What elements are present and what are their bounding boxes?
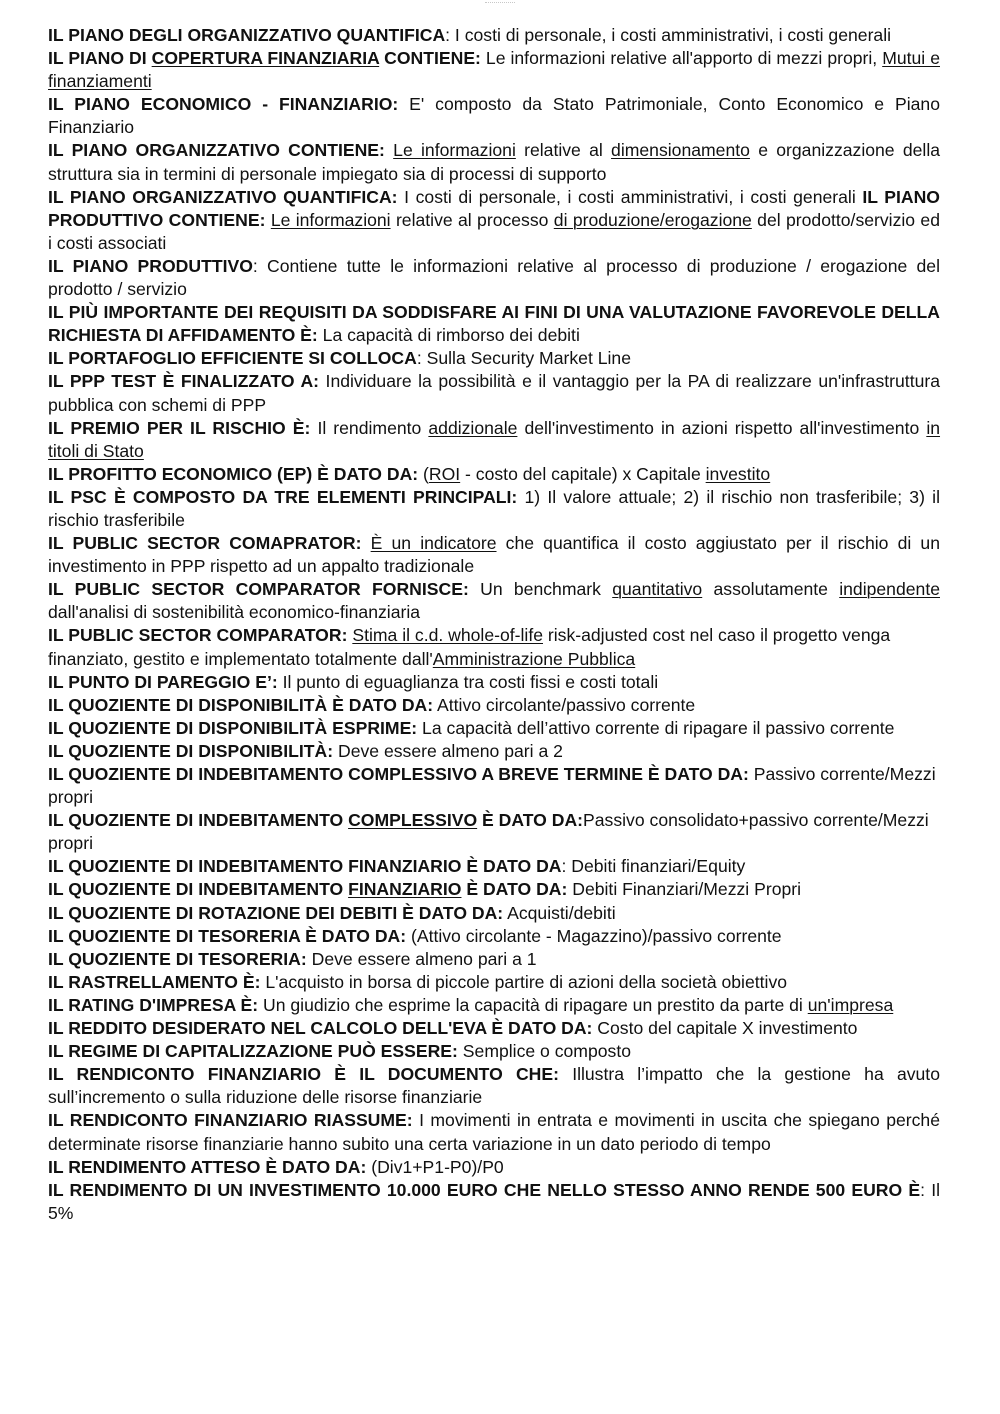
entry-definition: Un benchmark (468, 579, 613, 600)
entry-definition-underlined: investito (705, 463, 771, 484)
entry-definition: ( (418, 463, 429, 484)
entry-definition: assolutamente (702, 579, 840, 600)
entry-definition: Passivo consolidato+passivo corrente/Mezzi propri (48, 810, 929, 854)
entry-definition: Deve essere almeno pari a 1 (306, 948, 537, 969)
entry-definition: dell'investimento in azioni rispetto all'investimento (517, 417, 927, 438)
entry-term: IL PUBLIC SECTOR COMPARATOR FORNISCE: (48, 579, 469, 600)
entry-definition: : Sulla Security Market Line (416, 348, 631, 369)
glossary-entry (48, 417, 940, 463)
glossary-entry (48, 763, 940, 809)
entry-term: IL RENDICONTO FINANZIARIO RIASSUME: (48, 1110, 413, 1131)
entry-definition: Debiti Finanziari/Mezzi Propri (567, 879, 802, 900)
entry-term: IL PIANO ECONOMICO - FINANZIARIO: (48, 94, 399, 115)
entry-definition-underlined: Le informazioni (270, 209, 391, 230)
entry-definition: dall'analisi di sostenibilità economico-finanziaria (48, 602, 421, 623)
glossary-entry (48, 717, 940, 740)
entry-definition: : I costi di personale, i costi amministrativi, i costi generali (445, 25, 892, 45)
entry-term: IL PORTAFOGLIO EFFICIENTE SI COLLOCA (48, 348, 417, 369)
glossary-entry (48, 878, 940, 901)
glossary-entry (48, 347, 940, 370)
glossary-entry (48, 855, 940, 878)
entry-definition: Le informazioni relative all'apporto di mezzi propri, (480, 48, 883, 69)
glossary-entry (48, 994, 940, 1017)
entry-term: IL PREMIO PER IL RISCHIO È: (48, 417, 311, 438)
glossary-entry (48, 809, 940, 855)
entry-definition: Illustra l’impatto che la gestione ha avuto sull’incremento o sulla riduzione delle risorse finanziarie (48, 1064, 940, 1108)
entry-definition-underlined: addizionale (428, 417, 518, 438)
entry-definition-underlined: ROI (428, 463, 461, 484)
entry-term: IL PIÙ IMPORTANTE DEI REQUISITI DA SODDISFARE AI FINI DI UNA VALUTAZIONE FAVOREVOLE DELLA RICHIESTA DI AFFIDAMENTO È: (48, 302, 940, 346)
entry-term: IL RENDIMENTO DI UN INVESTIMENTO 10.000 EURO CHE NELLO STESSO ANNO RENDE 500 EURO È (48, 1179, 921, 1200)
entry-term: IL QUOZIENTE DI DISPONIBILITÀ È DATO DA: (48, 694, 434, 715)
glossary-entry (48, 486, 940, 532)
entry-term: IL QUOZIENTE DI TESORERIA È DATO DA: (48, 925, 407, 946)
entry-definition: Attivo circolante/passivo corrente (433, 694, 696, 715)
entry-term: IL QUOZIENTE DI INDEBITAMENTO (48, 810, 349, 831)
glossary-entry (48, 1040, 940, 1063)
glossary-entry (48, 47, 940, 93)
entry-definition (362, 533, 371, 553)
glossary-entry (48, 1063, 940, 1109)
entry-term: IL QUOZIENTE DI DISPONIBILITÀ ESPRIME: (48, 717, 418, 738)
entry-definition: risk-adjusted cost nel caso il progetto venga finanziato, gestito e implementato totalmente dall' (48, 625, 891, 669)
entry-term: IL PUBLIC SECTOR COMAPRATOR: (48, 533, 362, 554)
glossary-entry (48, 948, 940, 971)
entry-definition-underlined: Mutui e finanziamenti (48, 48, 940, 92)
entry-term: IL PIANO PRODUTTIVO (48, 255, 253, 276)
entry-definition: e organizzazione della struttura sia in termini di personale impiegato sia di processi di supporto (48, 140, 941, 184)
entry-definition: : Contiene tutte le informazioni relative al processo di produzione / erogazione del prodotto / servizio (48, 255, 940, 300)
entry-definition: Costo del capitale X investimento (592, 1018, 858, 1039)
entry-definition-underlined: di produzione/erogazione (553, 209, 752, 230)
entry-term: CONTIENE: (379, 48, 481, 69)
entry-definition-underlined: un'impresa (807, 994, 894, 1015)
glossary-entry (48, 624, 940, 670)
glossary-entry (48, 902, 940, 925)
entry-definition: relative al processo (390, 209, 554, 230)
entry-definition: : Il 5% (48, 1179, 940, 1223)
glossary-entry (48, 1179, 940, 1225)
entry-definition-underlined: in titoli di Stato (48, 417, 941, 461)
glossary-entry (48, 463, 940, 486)
entry-term: IL REDDITO DESIDERATO NEL CALCOLO DELL'EVA È DATO DA: (48, 1018, 593, 1039)
entry-definition: Acquisti/debiti (503, 902, 616, 923)
glossary-entry (48, 1109, 940, 1155)
entry-definition-underlined: dimensionamento (611, 140, 750, 161)
entry-term: IL QUOZIENTE DI INDEBITAMENTO COMPLESSIVO A BREVE TERMINE È DATO DA: (48, 764, 749, 784)
entry-definition: Il rendimento (310, 417, 429, 438)
glossary-entry (48, 255, 940, 301)
glossary-entry (48, 532, 940, 578)
entry-term: IL PROFITTO ECONOMICO (EP) È DATO DA: (48, 463, 419, 484)
glossary-entry (48, 740, 940, 763)
entry-definition: Individuare la possibilità e il vantaggio per la PA di realizzare un'infrastruttura pubblica con schemi di PPP (48, 371, 941, 415)
glossary-entry (48, 971, 940, 994)
entry-definition: I movimenti in entrata e movimenti in uscita che spiegano perché determinate risorse finanziarie hanno subito una certa variazione in un dato periodo di tempo (48, 1110, 940, 1154)
entry-term: IL PPP TEST È FINALIZZATO A: (48, 371, 320, 392)
glossary-entry (48, 301, 940, 347)
entry-term: IL QUOZIENTE DI DISPONIBILITÀ: (48, 740, 334, 761)
glossary-entry (48, 1156, 940, 1179)
entry-definition: Un giudizio che esprime la capacità di ripagare un prestito da parte di (258, 994, 808, 1015)
entry-term: IL PIANO DI (48, 48, 152, 69)
entry-definition: Passivo corrente/Mezzi propri (48, 764, 936, 808)
glossary-entry (48, 1017, 940, 1040)
entry-definition: Semplice o composto (457, 1041, 631, 1062)
entry-term: IL RENDIMENTO ATTESO È DATO DA: (48, 1156, 367, 1177)
entry-definition: del prodotto/servizio ed i costi associati (48, 209, 941, 253)
entry-definition: La capacità di rimborso dei debiti (317, 325, 580, 346)
entry-term: È DATO DA: (461, 879, 568, 900)
glossary-entry (48, 186, 940, 255)
entry-definition: Il punto di eguaglianza tra costi fissi e costi totali (277, 671, 659, 692)
entry-term: IL PUNTO DI PAREGGIO E’: (48, 671, 278, 692)
entry-definition-underlined: Amministrazione Pubblica (432, 648, 636, 669)
entry-definition-underlined: Le informazioni (393, 140, 516, 161)
entry-definition: 1) Il valore attuale; 2) il rischio non trasferibile; 3) il rischio trasferibile (48, 486, 940, 530)
page-header-mark (485, 2, 515, 7)
glossary-entry (48, 139, 940, 185)
entry-definition-underlined: quantitativo (612, 579, 703, 600)
entry-term: IL RATING D'IMPRESA È: (48, 994, 259, 1015)
entry-definition: (Attivo circolante - Magazzino)/passivo corrente (406, 925, 782, 946)
glossary-entry (48, 578, 940, 624)
entry-definition-underlined: È un indicatore (370, 533, 497, 554)
document-page (48, 24, 940, 1225)
entry-definition-underlined: indipendente (839, 579, 940, 600)
entry-term: IL QUOZIENTE DI INDEBITAMENTO (48, 879, 349, 900)
entry-term: IL PUBLIC SECTOR COMPARATOR: (48, 625, 348, 646)
entry-definition: Deve essere almeno pari a 2 (333, 740, 563, 761)
entry-definition: La capacità dell’attivo corrente di ripagare il passivo corrente (417, 717, 895, 738)
glossary-entry (48, 694, 940, 717)
entry-definition: E' composto da Stato Patrimoniale, Conto Economico e Piano Finanziario (48, 94, 940, 138)
entry-definition-underlined: Stima il c.d. whole-of-life (352, 625, 543, 646)
entry-term: IL REGIME DI CAPITALIZZAZIONE PUÒ ESSERE: (48, 1041, 458, 1062)
entry-term: IL PSC È COMPOSTO DA TRE ELEMENTI PRINCIPALI: (48, 486, 518, 507)
glossary-entry (48, 24, 940, 47)
entry-term: IL RASTRELLAMENTO È: (48, 971, 261, 992)
entry-term: IL PIANO ORGANIZZATIVO CONTIENE: (48, 140, 385, 161)
entry-definition: : Debiti finanziari/Equity (561, 856, 746, 877)
glossary-entry (48, 925, 940, 948)
glossary-entry (48, 93, 940, 139)
entry-definition: L'acquisto in borsa di piccole partire di azioni della società obiettivo (260, 971, 788, 992)
entry-definition: - costo del capitale) x Capitale (460, 463, 706, 484)
entry-definition: I costi di personale, i costi amministrativi, i costi generali (397, 186, 863, 207)
entry-definition: (Div1+P1-P0)/P0 (366, 1156, 504, 1177)
entry-definition: che quantifica il costo aggiustato per il rischio di un investimento in PPP rispetto ad un appalto tradizionale (48, 533, 940, 577)
entry-definition: relative al (515, 140, 612, 161)
entry-term-underlined: COMPLESSIVO (348, 810, 478, 831)
entry-definition (385, 140, 393, 160)
entry-term: IL RENDICONTO FINANZIARIO È IL DOCUMENTO CHE: (48, 1064, 559, 1085)
glossary-entry (48, 370, 940, 416)
glossary-entry (48, 671, 940, 694)
entry-term: IL QUOZIENTE DI INDEBITAMENTO FINANZIARIO È DATO DA (48, 856, 562, 877)
entry-term: IL PIANO ORGANIZZATIVO QUANTIFICA: (48, 186, 398, 207)
entry-term: IL PIANO DEGLI ORGANIZZATIVO QUANTIFICA (48, 25, 446, 45)
entry-term-underlined: FINANZIARIO (348, 879, 462, 900)
entry-term-underlined: COPERTURA FINANZIARIA (151, 48, 380, 69)
entry-term: IL QUOZIENTE DI TESORERIA: (48, 948, 307, 969)
entry-term: IL PIANO PRODUTTIVO CONTIENE: (48, 186, 940, 230)
entry-term: È DATO DA: (477, 810, 584, 831)
entry-term: IL QUOZIENTE DI ROTAZIONE DEI DEBITI È DATO DA: (48, 902, 504, 923)
